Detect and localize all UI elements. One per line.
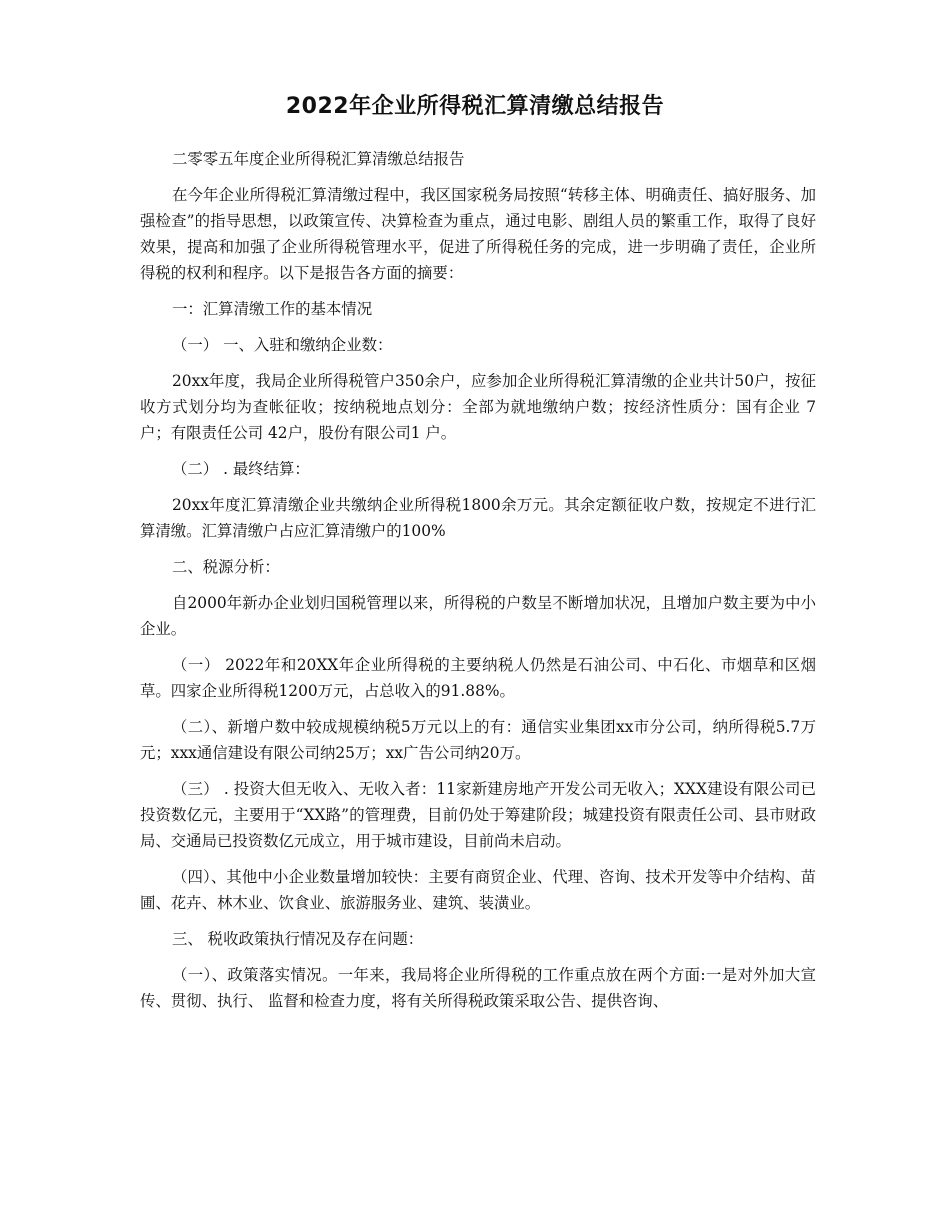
paragraph-policy-implementation: （一）、政策落实情况。一年来，我局将企业所得税的工作重点放在两个方面:一是对外加大宣传、贯彻、执行、 监督和检查力度，将有关所得税政策采取公告、提供咨询、 bbox=[140, 966, 816, 1010]
paragraph-enterprise-count: 20xx年度，我局企业所得税管户350余户，应参加企业所得税汇算清缴的企业共计50户，按征收方式划分均为查帐征收；按纳税地点划分：全部为就地缴纳户数；按经济性质分：国有企业 7 户；有限责任公司 42户，股份有限公司1 户。 bbox=[140, 372, 816, 442]
section-heading-3: 三、 税收政策执行情况及存在问题： bbox=[172, 930, 424, 948]
paragraph-small-enterprises: （四）、其他中小企业数量增加较快：主要有商贸企业、代理、咨询、技术开发等中介结构、苗圃、花卉、林木业、饮食业、旅游服务业、建筑、装潢业。 bbox=[140, 868, 816, 912]
document-title: 2022年企业所得税汇算清缴总结报告 bbox=[285, 94, 665, 119]
subsection-heading-1-1: （一） 一、入驻和缴纳企业数： bbox=[172, 336, 393, 354]
section-heading-2: 二、税源分析： bbox=[172, 558, 280, 576]
paragraph-no-income: （三） . 投资大但无收入、无收入者：11家新建房地产开发公司无收入；XXX建设有限公司已投资数亿元，主要用于“XX路”的管理费，目前仍处于筹建阶段；城建投资有限责任公司、县市财政局、交通局已投资数亿元成立，用于城市建设，目前尚未启动。 bbox=[140, 780, 816, 850]
paragraph-main-taxpayers: （一） 2022年和20XX年企业所得税的主要纳税人仍然是石油公司、中石化、市烟草和区烟草。四家企业所得税1200万元，占总收入的91.88%。 bbox=[140, 656, 816, 700]
subsection-heading-1-2: （二） . 最终结算： bbox=[172, 460, 310, 478]
paragraph-final-settlement: 20xx年度汇算清缴企业共缴纳企业所得税1800余万元。其余定额征收户数，按规定不进行汇算清缴。汇算清缴户占应汇算清缴户的100% bbox=[140, 496, 816, 540]
paragraph-subtitle: 二零零五年度企业所得税汇算清缴总结报告 bbox=[172, 150, 465, 168]
document-body bbox=[140, 146, 816, 1024]
section-heading-1: 一：汇算清缴工作的基本情况 bbox=[172, 300, 373, 318]
paragraph-intro: 在今年企业所得税汇算清缴过程中，我区国家税务局按照“转移主体、明确责任、搞好服务、加强检查”的指导思想，以政策宣传、决算检查为重点，通过电影、剧组人员的繁重工作，取得了良好效果，提高和加强了企业所得税管理水平，促进了所得税任务的完成，进一步明确了责任，企业所得税的权利和程序。以下是报告各方面的摘要： bbox=[140, 186, 816, 282]
paragraph-tax-source: 自2000年新办企业划归国税管理以来，所得税的户数呈不断增加状况，且增加户数主要为中小企业。 bbox=[140, 594, 816, 638]
paragraph-new-households: （二）、新增户数中较成规模纳税5万元以上的有：通信实业集团xx市分公司，纳所得税5.7万元；xxx通信建设有限公司纳25万；xx广告公司纳20万。 bbox=[140, 718, 816, 762]
